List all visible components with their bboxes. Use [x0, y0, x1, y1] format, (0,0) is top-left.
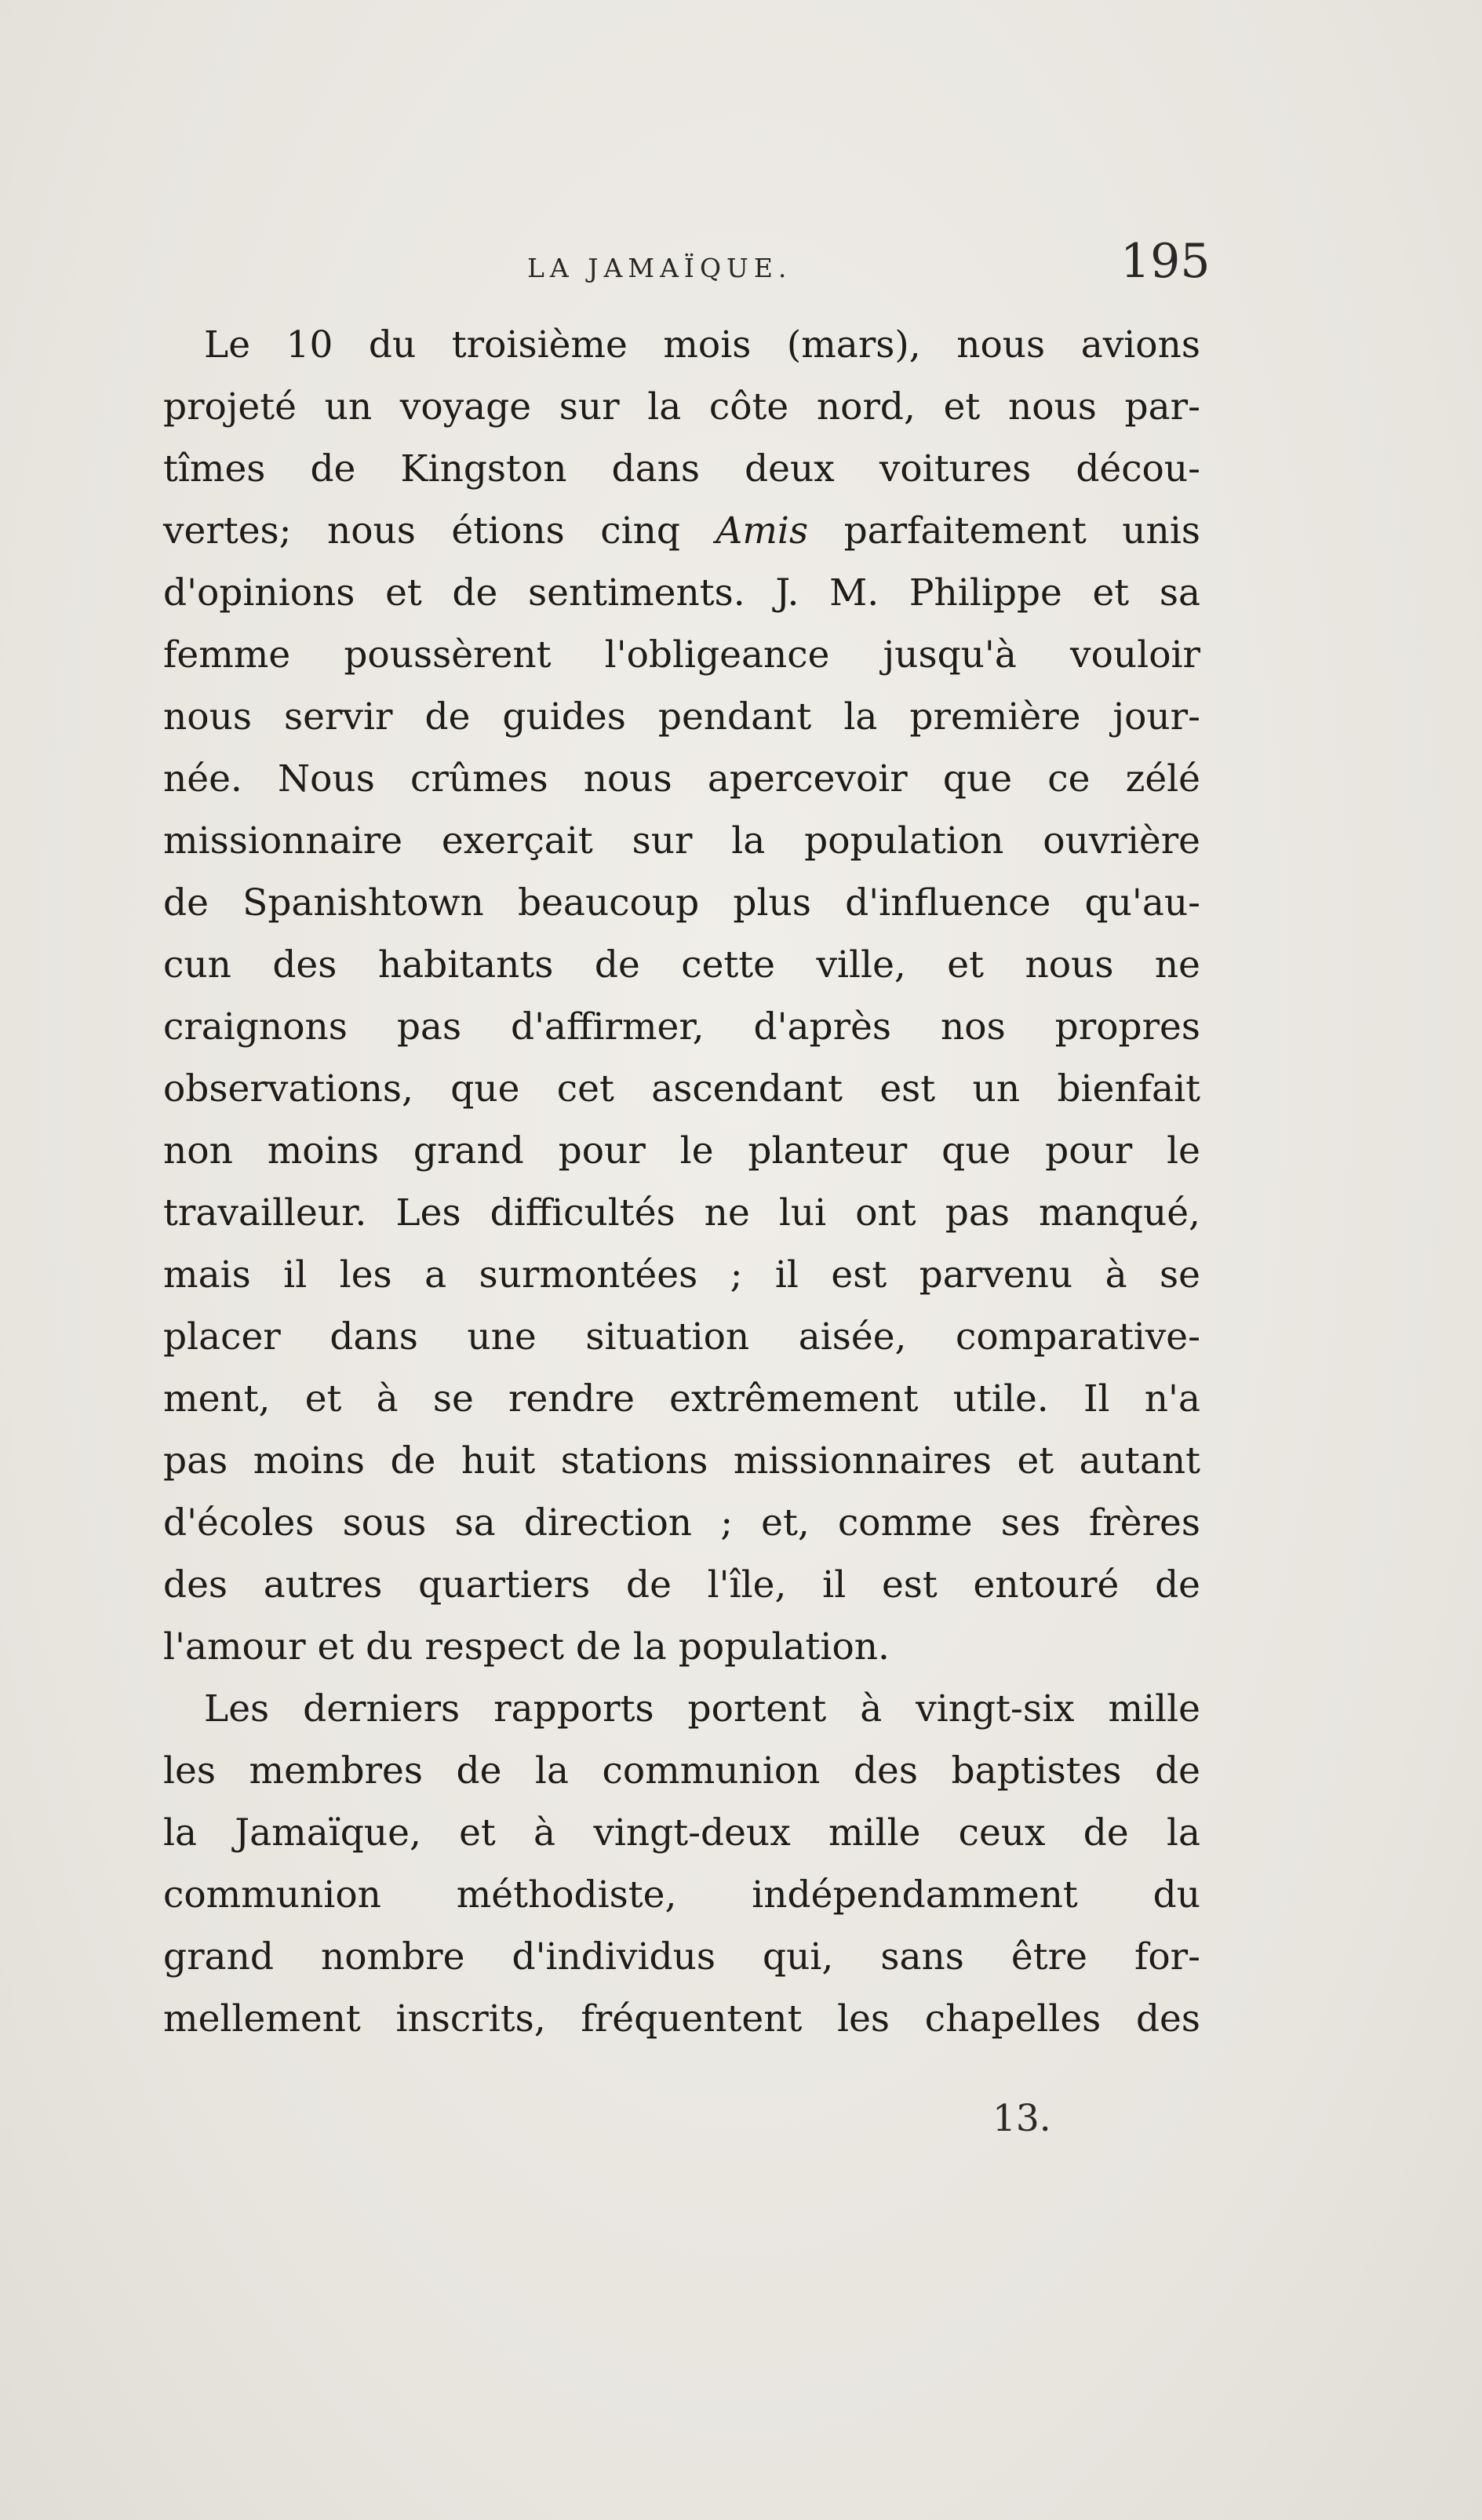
text-line: née. Nous crûmes nous apercevoir que ce zélé — [163, 757, 1200, 800]
text-line: la Jamaïque, et à vingt-deux mille ceux de la — [163, 1811, 1200, 1854]
text-line-with-italic — [163, 500, 1200, 562]
text-line: Le 10 du troisième mois (mars), nous avions — [204, 323, 1200, 367]
text-line: les membres de la communion des baptistes de — [163, 1749, 1200, 1792]
body-text — [163, 314, 1200, 2050]
text-line: grand nombre d'individus qui, sans être for- — [163, 1935, 1200, 1978]
text-line: des autres quartiers de l'île, il est entouré de — [163, 1563, 1200, 1606]
text-line: mais il les a surmontées ; il est parvenu à se — [163, 1253, 1200, 1296]
text-line: ment, et à se rendre extrêmement utile. Il n'a — [163, 1377, 1200, 1420]
text-line: nous servir de guides pendant la première jour- — [163, 695, 1200, 738]
text-fragment: vertes; nous étions cinq — [163, 509, 680, 553]
text-line: Les derniers rapports portent à vingt-six mille — [204, 1687, 1200, 1730]
text-line: cun des habitants de cette ville, et nous ne — [163, 943, 1200, 986]
signature-mark: 13. — [992, 2097, 1051, 2140]
text-line: l'amour et du respect de la population. — [163, 1625, 890, 1668]
text-line: mellement inscrits, fréquentent les chapelles des — [163, 1997, 1200, 2040]
text-fragment: parfaitement unis — [843, 509, 1200, 553]
text-line: femme poussèrent l'obligeance jusqu'à vouloir — [163, 633, 1200, 676]
text-line: tîmes de Kingston dans deux voitures décou- — [163, 447, 1200, 491]
paragraph-2 — [163, 1678, 1200, 2050]
paragraph-1 — [163, 314, 1200, 1678]
text-line: pas moins de huit stations missionnaires et autant — [163, 1439, 1200, 1482]
text-line: placer dans une situation aisée, comparative- — [163, 1315, 1200, 1358]
text-line: missionnaire exerçait sur la population ouvrière — [163, 819, 1200, 862]
text-line: craignons pas d'affirmer, d'après nos propres — [163, 1005, 1200, 1048]
text-line: projeté un voyage sur la côte nord, et nous par- — [163, 385, 1200, 429]
page-number: 195 — [1120, 234, 1211, 289]
italic-word: Amis — [716, 509, 809, 553]
text-line: communion méthodiste, indépendamment du — [163, 1873, 1200, 1916]
text-line: non moins grand pour le planteur que pour le — [163, 1129, 1200, 1172]
text-line: d'opinions et de sentiments. J. M. Philippe et sa — [163, 571, 1200, 615]
text-line: travailleur. Les difficultés ne lui ont pas manqué, — [163, 1191, 1200, 1234]
running-title: LA JAMAÏQUE. — [527, 253, 792, 283]
text-line: observations, que cet ascendant est un bienfait — [163, 1067, 1200, 1110]
text-line: d'écoles sous sa direction ; et, comme ses frères — [163, 1501, 1200, 1544]
text-line: de Spanishtown beaucoup plus d'influence qu'au- — [163, 881, 1200, 924]
